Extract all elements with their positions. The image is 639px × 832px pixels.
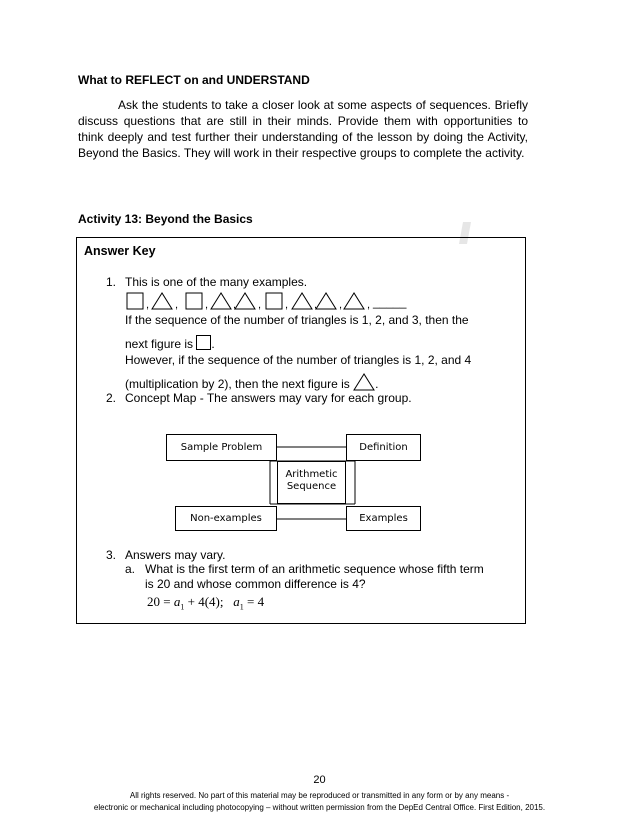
concept-map-center <box>277 461 346 504</box>
eq-subscript-1: 1 <box>180 602 185 612</box>
item2-number: 2. <box>106 391 117 405</box>
intro-text: Ask the students to take a closer look at some aspects of sequences. Briefly discuss questions that are still in their minds. Provide them with opportunities to think deeply and test further their understanding of the lesson by doing the Activity, Beyond the Basics. They will work in their respective groups to complete the activity. <box>78 98 528 160</box>
concept-map-sample-problem: Sample Problem <box>166 434 277 461</box>
concept-map-definition: Definition <box>346 434 421 461</box>
item1-text: This is one of the many examples. <box>125 275 308 289</box>
eq-rest: 4(4); <box>198 594 224 609</box>
footer-line-2: electronic or mechanical including photocopying – without written permission from the DepEd Central Office. First Edition, 2015. <box>93 803 546 812</box>
eq-equals-2: = <box>246 594 255 609</box>
svg-text:,: , <box>175 299 179 311</box>
next-triangle-figure <box>353 373 375 391</box>
svg-text:,: , <box>314 299 318 311</box>
sequence-blank: _____ <box>373 295 407 309</box>
svg-text:,: , <box>367 299 371 311</box>
next-square-figure <box>196 335 211 350</box>
concept-map-center-line2: Sequence <box>286 481 337 492</box>
eq-equals-1: = <box>163 594 171 609</box>
item1-line-b-post: . <box>211 337 215 351</box>
svg-text:,: , <box>233 299 237 311</box>
item2-text: Concept Map - The answers may vary for each group. <box>125 391 412 405</box>
item3-number: 3. <box>106 548 117 562</box>
eq-var-a: a <box>173 594 181 609</box>
answer-key-title: Answer Key <box>84 244 156 258</box>
eq-value: 4 <box>257 594 265 609</box>
concept-map-non-examples: Non-examples <box>175 506 277 531</box>
seq-square-1 <box>127 293 143 309</box>
seq-square-3 <box>266 293 282 309</box>
activity-title: Activity 13: Beyond the Basics <box>78 212 253 226</box>
item3-sub-line1: What is the first term of an arithmetic sequence whose fifth term <box>145 562 484 576</box>
item3-text: Answers may vary. <box>125 548 226 562</box>
eq-subscript-2: 1 <box>239 602 244 612</box>
item1-line-b-pre: next figure is <box>125 337 194 351</box>
seq-triangle-5 <box>316 293 336 309</box>
seq-triangle-2 <box>211 293 231 309</box>
svg-text:,: , <box>258 299 262 311</box>
seq-triangle-1 <box>152 293 172 309</box>
footer-line-1: All rights reserved. No part of this material may be reproduced or transmitted in any form or by any means - <box>129 791 510 800</box>
intro-paragraph <box>78 97 528 161</box>
item1-line-d-pre: (multiplication by 2), then the next figure is <box>125 377 350 391</box>
eq-plus: + <box>187 594 195 609</box>
item1-line-d <box>125 373 378 391</box>
concept-map-center-line1: Arithmetic <box>285 469 338 480</box>
eq-var-a-2: a <box>233 594 240 609</box>
concept-map-examples: Examples <box>346 506 421 531</box>
section-heading: What to REFLECT on and UNDERSTAND <box>78 73 310 87</box>
item1-line-a: If the sequence of the number of triangles is 1, 2, and 3, then the <box>125 313 469 327</box>
item3-sub-label: a. <box>125 562 136 576</box>
item1-line-c: However, if the sequence of the number of triangles is 1, 2, and 4 <box>125 353 472 367</box>
item3-sub-line2: is 20 and whose common difference is 4? <box>145 577 366 591</box>
item1-line-b <box>125 335 215 351</box>
page-number: 20 <box>313 774 326 786</box>
seq-square-2 <box>186 293 202 309</box>
svg-text:,: , <box>339 299 343 311</box>
svg-text:,: , <box>205 299 209 311</box>
item1-line-d-post: . <box>375 377 379 391</box>
item3-equation <box>147 594 264 612</box>
svg-text:,: , <box>285 299 289 311</box>
seq-triangle-6 <box>344 293 364 309</box>
seq-triangle-4 <box>292 293 312 309</box>
item1-number: 1. <box>106 275 117 289</box>
svg-text:,: , <box>146 299 150 311</box>
seq-triangle-3 <box>235 293 255 309</box>
eq-lhs: 20 <box>147 594 160 609</box>
